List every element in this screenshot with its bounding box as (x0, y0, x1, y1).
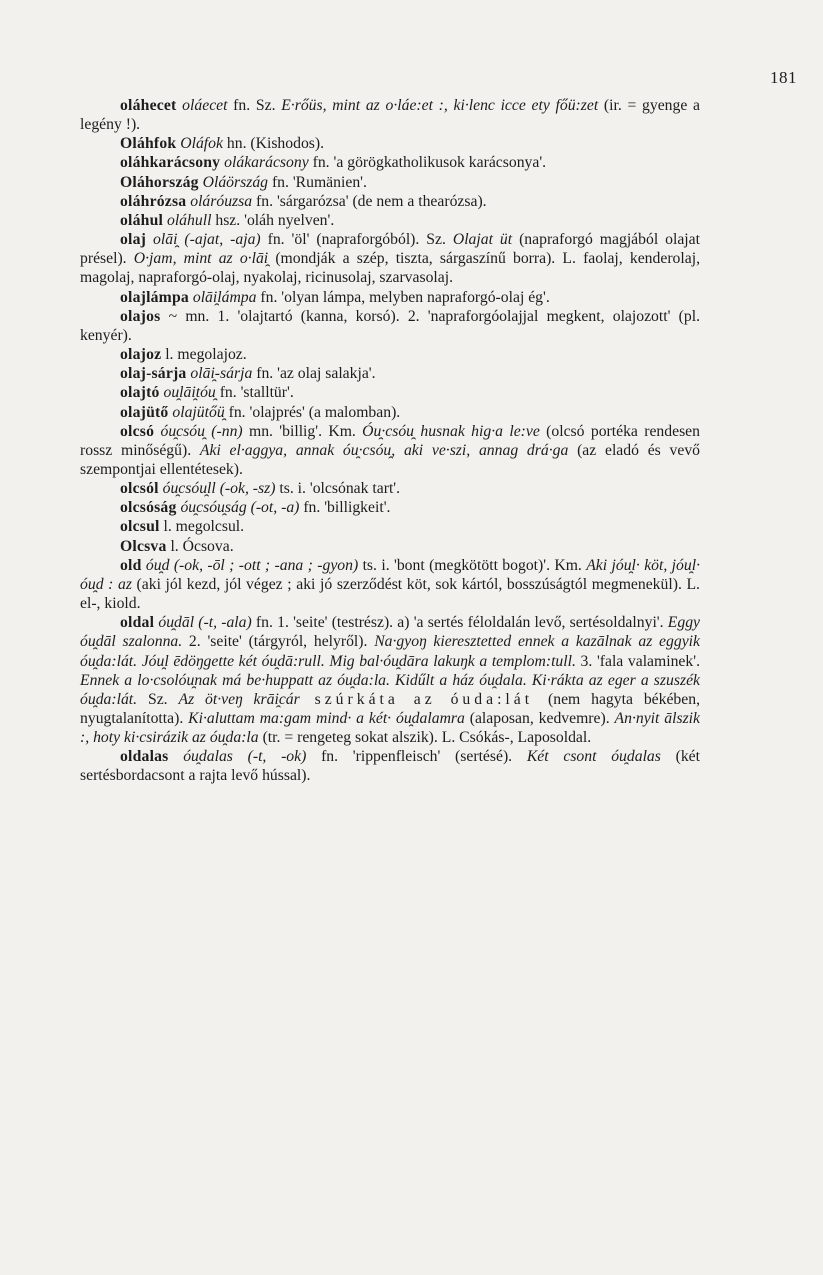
entry-text: fn. 1. 'seite' (testrész). a) 'a sertés féloldalán levő, sertésoldalnyi'. (251, 614, 668, 632)
entry-dialect-form: oláhull (163, 211, 212, 229)
entry-text: Na·gyoŋ kieresztetted ennek a kazālnak az eggyik óu̯da:lát. Jóu̯l ēdöŋgette két óu̯dā:rull. Mig bal·óu̯dāra lakuŋk a templom:tull. (80, 633, 700, 670)
dictionary-entry (80, 556, 700, 613)
entry-text: O·jam, mint az o·lāi̯ (133, 250, 269, 268)
entry-text: Eggy óu̯dāl szalonna. (80, 614, 700, 651)
entry-text: (alaposan, kedvemre). (464, 710, 615, 727)
entry-headword: olcsó (120, 422, 155, 440)
entry-text: (az eladó és vevő szempontjai ellentétesek). (80, 441, 701, 478)
entry-dialect-form: Oláörszág (198, 173, 269, 191)
entry-text: fn. 'billigkeit'. (299, 499, 391, 517)
entry-text: fn. 'Rumänien'. (268, 173, 367, 191)
entry-headword: olajos (120, 307, 161, 325)
entry-headword: olajoz (120, 346, 162, 364)
entry-text: Aki el·aggya, annak óu̯·csóu̯, aki ve·szi, annag drá·ga (199, 441, 569, 459)
page-number: 181 (770, 68, 797, 87)
entry-text: Ki·aluttam ma:gam mind· a két· óu̯dalamra (188, 710, 465, 727)
entry-text: fn. 'stalltür'. (215, 384, 294, 402)
entry-dialect-form: olāi̯-sárja (186, 365, 253, 383)
dictionary-entry (80, 383, 700, 402)
dictionary-entry (80, 537, 700, 556)
entry-headword: Oláhország (120, 173, 199, 191)
entry-dialect-form: óu̯csóu̯ (-nn) (154, 422, 243, 440)
entry-headword: Olcsva (120, 537, 167, 555)
entry-headword: oldal (120, 614, 155, 632)
entry-text: Aki jóu̯l· köt, jóu̯l· óu̯d : az (80, 556, 700, 593)
dictionary-entry (80, 364, 700, 383)
entry-text: mn. 'billig'. Km. (242, 422, 363, 440)
entry-text: Az öt·veŋ krāi̯cár (178, 690, 300, 708)
entry-text: Sz. (137, 690, 179, 708)
entry-text: (nem hagyta békében, nyugtalanította). (80, 690, 701, 727)
entry-text: fn. 'az olaj salakja'. (252, 365, 376, 383)
entry-dialect-form: olāi̯lámpa (188, 288, 257, 306)
entry-text: l. megolajoz. (161, 346, 247, 364)
entry-headword: Oláhfok (120, 135, 177, 153)
dictionary-entry (80, 613, 700, 747)
entry-text: (aki jól kezd, jól végez ; aki jó szerződést köt, sok kártól, bosszúságtól megmenekül). L. el-, kiold. (80, 575, 700, 613)
dictionary-entry (80, 479, 700, 498)
dictionary-entry (80, 307, 700, 345)
entry-headword: olcsóság (120, 499, 177, 517)
dictionary-entry (80, 96, 700, 134)
entry-headword: oláhrózsa (120, 192, 187, 210)
entry-headword: oláhul (120, 211, 164, 229)
entry-dialect-form: olákarácsony (220, 154, 309, 172)
entry-dialect-form: oláecet (176, 97, 228, 114)
entry-dialect-form: olāi̯ (-ajat, -aja) (146, 231, 261, 249)
entry-text: (tr. = rengeteg sokat alszik). L. Csókás-, Laposoldal. (258, 729, 592, 747)
entry-text: (mondják a szép, tiszta, sárgaszínű borra). L. faolaj, kenderolaj, magolaj, napraforgó-olaj, nyakolaj, ricinusolaj, szarvasolaj. (80, 250, 700, 287)
dictionary-entries (80, 96, 700, 786)
dictionary-entry (80, 211, 700, 230)
entry-dialect-form: óu̯csóu̯ság (-ot, -a) (176, 499, 300, 517)
entry-text: (napraforgó magjából olajat présel). (80, 231, 700, 268)
dictionary-entry (80, 747, 700, 785)
entry-text: An·nyit ālszik :, hoty ki·csirázik az óu̯da:la (80, 710, 701, 747)
dictionary-entry (80, 517, 700, 536)
entry-text: E·rőüs, mint az o·láe:et :, ki·lenc icce ety főü:zet (281, 97, 599, 114)
entry-headword: olcsól (120, 480, 159, 498)
dictionary-entry (80, 288, 700, 307)
entry-dialect-form: óu̯dāl (-t, -ala) (154, 614, 252, 632)
entry-text: fn. 'olyan lámpa, melyben napraforgó-olaj ég'. (256, 288, 550, 306)
entry-dialect-form: óu̯d (-ok, -ōl ; -ott ; -ana ; -gyon) (141, 556, 359, 574)
entry-text: (két sertésbordacsont a rajta levő hússal). (80, 748, 701, 785)
entry-text: szúrkáta az óuda:lát (299, 690, 548, 708)
entry-text: l. Ócsova. (166, 537, 234, 555)
entry-headword: oláhecet (120, 97, 177, 114)
entry-text: fn. Sz. (227, 97, 282, 114)
entry-text: 3. 'fala valaminek'. (575, 652, 700, 670)
entry-text: hsz. 'oláh nyelven'. (211, 211, 335, 229)
entry-text: l. megolcsul. (159, 518, 245, 536)
entry-dialect-form: ou̯lāi̯tóu̯ (159, 384, 216, 402)
entry-headword: olajlámpa (120, 288, 189, 306)
entry-text: (olcsó portéka rendesen rossz minőségű). (80, 422, 700, 459)
entry-text: Olajat üt (452, 231, 513, 249)
entry-headword: olajtó (120, 384, 160, 402)
entry-text: hn. (Kishodos). (222, 135, 325, 153)
entry-text: (ir. = gyenge a legény !). (80, 97, 701, 134)
entry-dialect-form: oláróuzsa (186, 192, 253, 210)
entry-text: 2. 'seite' (tárgyról, helyről). (182, 633, 375, 651)
dictionary-entry (80, 134, 700, 153)
entry-dialect-form: óu̯csóu̯ll (-ok, -sz) (158, 480, 276, 498)
entry-headword: oláhkarácsony (120, 154, 221, 172)
entry-text: fn. 'öl' (napraforgóból). Sz. (260, 231, 453, 249)
dictionary-entry (80, 345, 700, 364)
entry-text: Óu̯·csóu̯ husnak hig·a le:ve (362, 422, 540, 440)
entry-text: ts. i. 'olcsónak tart'. (275, 480, 401, 498)
entry-headword: olaj (120, 231, 147, 249)
entry-text: fn. 'a görögkatholikusok karácsonya'. (308, 154, 547, 172)
dictionary-entry (80, 153, 700, 172)
entry-headword: oldalas (120, 748, 169, 766)
entry-text: fn. 'olajprés' (a malomban). (224, 403, 401, 421)
dictionary-entry (80, 192, 700, 211)
entry-text: fn. 'sárgarózsa' (de nem a thearózsa). (252, 192, 487, 210)
entry-dialect-form: olajütőü̯ (168, 403, 225, 421)
entry-text: ~ mn. 1. 'olajtartó (kanna, korsó). 2. 'napraforgóolajjal megkent, olajozott' (pl. kenyér). (80, 307, 700, 344)
entry-headword: old (120, 556, 142, 574)
dictionary-entry (80, 498, 700, 517)
dictionary-entry (80, 230, 700, 287)
entry-text: Két csont óu̯dalas (526, 748, 661, 766)
dictionary-entry (80, 173, 700, 192)
dictionary-entry (80, 403, 700, 422)
dictionary-entry (80, 422, 700, 479)
entry-text: ts. i. 'bont (megkötött bogot)'. Km. (358, 556, 587, 574)
entry-headword: olcsul (120, 518, 160, 536)
entry-headword: olajütő (120, 403, 169, 421)
entry-text: fn. 'rippenfleisch' (sertésé). (306, 748, 527, 766)
entry-dialect-form: óu̯dalas (-t, -ok) (168, 748, 307, 766)
entry-headword: olaj-sárja (120, 365, 187, 383)
entry-text: Ennek a lo·csolóu̯nak má be·huppatt az óu̯da:la. Kidűlt a ház óu̯dala. Ki·rákta az eger a szuszék óu̯da:lát. (80, 671, 700, 708)
entry-dialect-form: Oláfok (176, 135, 223, 153)
